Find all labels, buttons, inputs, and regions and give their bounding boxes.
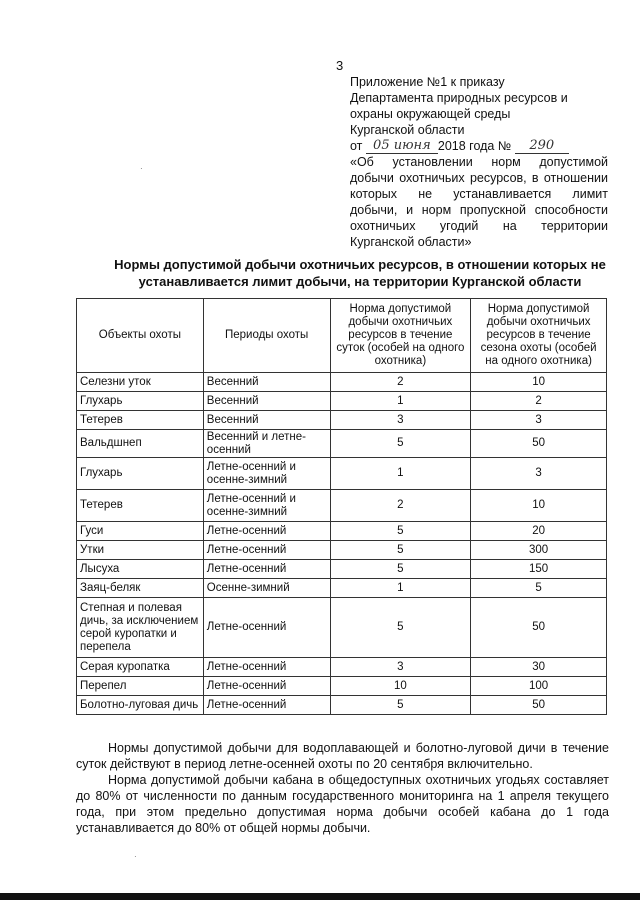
cell-object: Тетерев [77,411,204,430]
cell-object: Вальдшнеп [77,430,204,458]
cell-daily-norm: 5 [330,696,471,715]
cell-season-norm: 5 [471,579,607,598]
cell-period: Летне-осенний [203,541,330,560]
scan-speck: · [134,852,137,861]
table-row [77,490,607,522]
appendix-line: охраны окружающей среды [350,107,511,121]
cell-season-norm: 300 [471,541,607,560]
cell-daily-norm: 1 [330,579,471,598]
header-periods: Периоды охоты [203,299,330,373]
cell-object: Заяц-беляк [77,579,204,598]
table-row [77,677,607,696]
cell-period: Весенний [203,373,330,392]
cell-season-norm: 50 [471,430,607,458]
cell-daily-norm: 2 [330,373,471,392]
handwritten-order-number: 290 [515,138,569,154]
cell-daily-norm: 5 [330,598,471,658]
cell-object: Утки [77,541,204,560]
cell-period: Летне-осенний [203,598,330,658]
cell-daily-norm: 10 [330,677,471,696]
table-row [77,696,607,715]
cell-season-norm: 3 [471,411,607,430]
cell-season-norm: 3 [471,458,607,490]
cell-period: Осенне-зимний [203,579,330,598]
handwritten-date: 05 июня [366,138,438,154]
cell-period: Летне-осенний [203,677,330,696]
cell-period: Летне-осенний [203,522,330,541]
subject-line: добычи, и норм пропускной способности [350,203,608,217]
cell-period: Летне-осенний и осенне-зимний [203,458,330,490]
page-number: 3 [336,58,344,73]
cell-daily-norm: 5 [330,560,471,579]
table-row [77,373,607,392]
note-paragraph: Нормы допустимой добычи для водоплавающей и болотно-луговой дичи в течение суток действуют в период летне-осенней охоты по 20 сентября включительно. [76,741,609,771]
cell-daily-norm: 3 [330,658,471,677]
document-title [100,256,620,290]
cell-object: Степная и полевая дичь, за исключением серой куропатки и перепела [77,598,204,658]
cell-season-norm: 20 [471,522,607,541]
note-paragraph: Норма допустимой добычи кабана в общедоступных охотничьих угодьях составляет до 80% от численности по данным государственного мониторинга на 1 апреля текущего года, при этом предельно допустимая норма добычи особей кабана до 1 года устанавливается до 80% от общей нормы добычи. [76,773,609,835]
table-row [77,458,607,490]
cell-period: Весенний [203,411,330,430]
subject-line: «Об установлении норм допустимой [350,155,608,169]
cell-season-norm: 100 [471,677,607,696]
cell-object: Глухарь [77,458,204,490]
cell-season-norm: 10 [471,373,607,392]
subject-line: которых не устанавливается лимит [350,187,608,201]
hunting-norms-table [76,298,607,715]
cell-object: Глухарь [77,392,204,411]
notes-section [76,740,609,836]
cell-daily-norm: 3 [330,411,471,430]
subject-line: охотничьих угодий на территории [350,219,608,233]
cell-daily-norm: 5 [330,541,471,560]
cell-period: Весенний и летне-осенний [203,430,330,458]
cell-object: Болотно-луговая дичь [77,696,204,715]
table-row [77,541,607,560]
header-objects: Объекты охоты [77,299,204,373]
cell-period: Летне-осенний [203,696,330,715]
cell-period: Летне-осенний [203,560,330,579]
appendix-line: Курганской области [350,123,465,137]
cell-season-norm: 50 [471,696,607,715]
scan-speck: · [140,164,143,173]
cell-daily-norm: 5 [330,430,471,458]
table-body [77,373,607,715]
table-row [77,658,607,677]
cell-period: Весенний [203,392,330,411]
cell-season-norm: 2 [471,392,607,411]
cell-object: Лысуха [77,560,204,579]
cell-season-norm: 150 [471,560,607,579]
date-prefix: от [350,139,363,153]
cell-object: Гуси [77,522,204,541]
header-season-norm: Норма допустимой добычи охотничьих ресурсов в течение сезона охоты (особей на одного охотника) [471,299,607,373]
table-header-row [77,299,607,373]
table-row [77,522,607,541]
title-line: устанавливается лимит добычи, на территории Курганской области [138,274,582,289]
table-row [77,579,607,598]
cell-daily-norm: 1 [330,458,471,490]
cell-object: Перепел [77,677,204,696]
cell-season-norm: 10 [471,490,607,522]
table-row [77,560,607,579]
table-row [77,392,607,411]
date-year: 2018 года № [437,139,512,153]
cell-daily-norm: 1 [330,392,471,411]
cell-period: Летне-осенний [203,658,330,677]
table-row [77,411,607,430]
cell-object: Селезни уток [77,373,204,392]
header-daily-norm: Норма допустимой добычи охотничьих ресурсов в течение суток (особей на одного охотника) [330,299,471,373]
cell-daily-norm: 5 [330,522,471,541]
appendix-line: Приложение №1 к приказу [350,75,505,89]
title-line: Нормы допустимой добычи охотничьих ресурсов, в отношении которых не [114,257,606,272]
cell-object: Серая куропатка [77,658,204,677]
cell-period: Летне-осенний и осенне-зимний [203,490,330,522]
subject-line: добычи охотничьих ресурсов, в отношении [350,171,608,185]
cell-daily-norm: 2 [330,490,471,522]
table-row [77,430,607,458]
appendix-header [350,74,608,250]
order-date-line [350,138,608,154]
appendix-line: Департамента природных ресурсов и [350,91,568,105]
table-row [77,598,607,658]
scan-bottom-edge [0,893,640,900]
cell-season-norm: 50 [471,598,607,658]
cell-object: Тетерев [77,490,204,522]
cell-season-norm: 30 [471,658,607,677]
subject-line: Курганской области» [350,235,472,249]
